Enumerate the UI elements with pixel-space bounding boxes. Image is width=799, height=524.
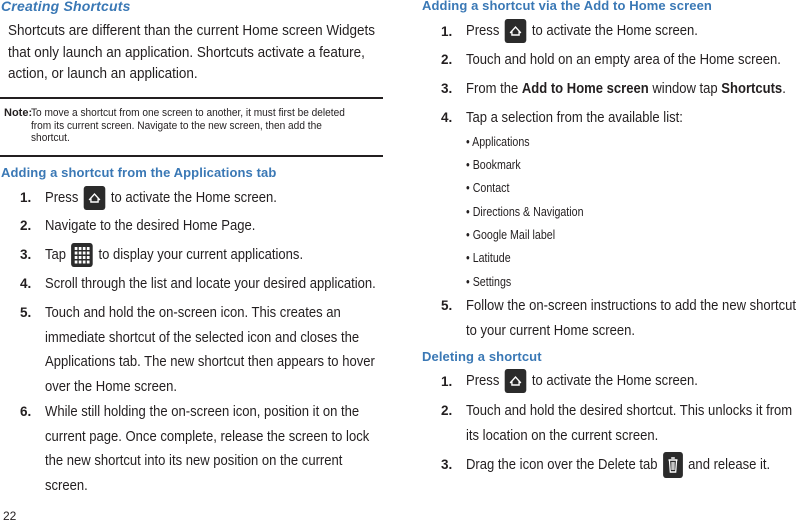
list-item: • Bookmark [466,157,521,172]
step-number: 6. [20,404,32,419]
note-box [0,97,383,157]
step-text-pre: Tap [45,247,67,263]
list-item: • Settings [466,274,512,289]
shortcuts-label: Shortcuts [721,81,783,97]
step-number: 4. [441,110,453,125]
step-text-pre: Press [466,373,500,389]
step-number: 3. [20,247,32,262]
list-item: • Applications [466,134,530,149]
page-number: 22 [3,509,17,523]
section-title-applications-tab: Adding a shortcut from the Applications tab [1,165,277,180]
home-key-icon [84,186,106,210]
step-number: 3. [441,81,453,96]
step-number: 5. [441,298,453,313]
step-number: 2. [441,403,453,418]
step-text-mid: window tap [652,81,718,97]
trash-icon [663,452,683,478]
step-text: Scroll through the list and locate your desired application. [45,276,376,292]
step-number: 3. [441,457,453,472]
step-text [466,19,698,44]
step-text-pre: From the [466,81,519,97]
step-text-pre: Drag the icon over the Delete tab [466,456,658,473]
step-text-post: to activate the Home screen. [531,373,698,389]
step-text: Follow the on-screen instructions to add the new shortcut to your current Home screen. [466,298,797,339]
step-text-pre: Press [466,23,500,39]
step-text [45,186,277,211]
list-item: • Latitude [466,250,511,265]
step-text [466,77,786,102]
home-key-icon [505,19,527,43]
section-title-add-to-home: Adding a shortcut via the Add to Home screen [422,0,712,13]
note-text: To move a shortcut from one screen to another, it must first be deleted from its current screen. Navigate to the new screen, then add the shortcut. [31,107,345,144]
step-text: Navigate to the desired Home Page. [45,218,256,234]
list-item: • Directions & Navigation [466,204,584,219]
step-text: Tap a selection from the available list: [466,110,683,126]
step-text-post: to activate the Home screen. [531,23,698,39]
step-text: Touch and hold on an empty area of the Home screen. [466,52,781,68]
list-item: • Google Mail label [466,227,556,242]
step-text-post: and release it. [688,456,771,473]
step-text-pre: Press [45,190,79,206]
step-text: Touch and hold the desired shortcut. This unlocks it from its location on the current screen. [466,403,793,444]
intro-paragraph: Shortcuts are different than the current Home screen Widgets that only launch an application. Shortcuts activate a feature, action, or launch an application. [8,23,376,82]
step-number: 2. [441,52,453,67]
note-label: Note: [4,107,33,119]
step-number: 1. [441,374,453,389]
step-text [466,369,698,394]
list-item: • Contact [466,180,510,195]
step-number: 5. [20,305,32,320]
step-number: 2. [20,218,32,233]
step-text [45,243,303,268]
step-text-post: to activate the Home screen. [110,190,277,206]
add-to-home-screen-label: Add to Home screen [521,81,649,97]
step-number: 1. [441,24,453,39]
step-text-post: . [782,81,786,97]
step-text [466,452,770,478]
home-key-icon [505,369,527,393]
step-number: 1. [20,190,32,205]
applications-grid-icon [71,243,93,267]
page-title: Creating Shortcuts [1,0,131,14]
step-text: Touch and hold the on-screen icon. This creates an immediate shortcut of the selected icon and closes the Applications tab. The new shortcut then appears to hover over the Home screen. [45,305,375,395]
step-text-post: to display your current applications. [98,247,304,263]
section-title-deleting: Deleting a shortcut [422,349,542,364]
step-number: 4. [20,276,32,291]
step-text: While still holding the on-screen icon, position it on the current page. Once complete, release the screen to lock the new shortcut into its new position on the current screen. [45,404,370,494]
